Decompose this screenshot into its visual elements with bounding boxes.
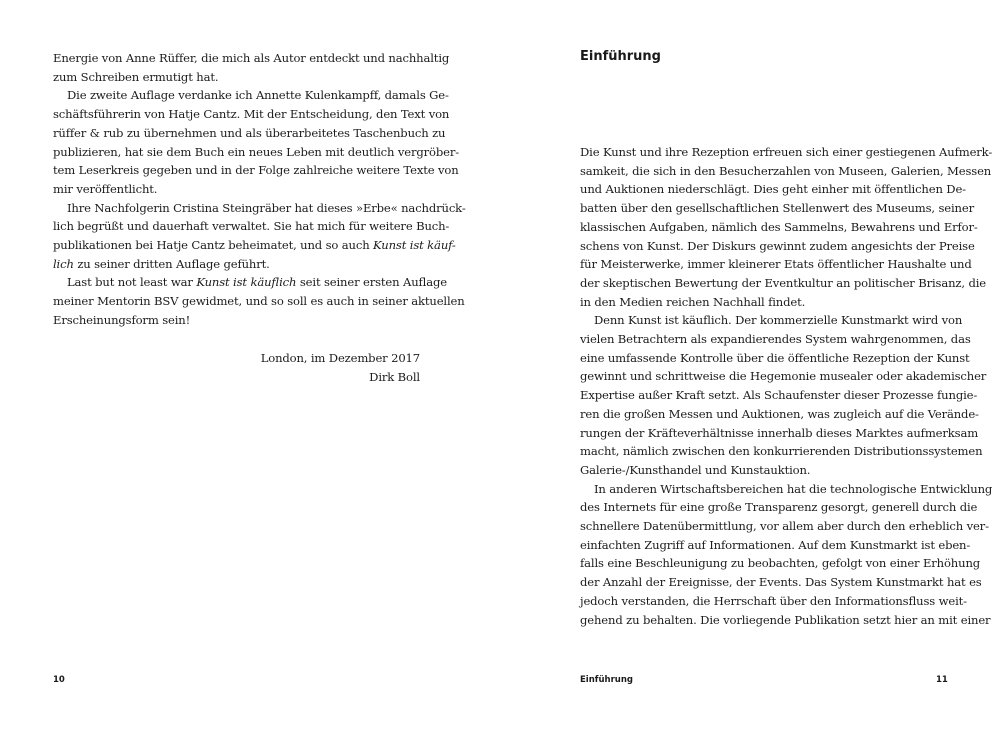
text-segment: samkeit, die sich in den Besucherzahlen von Museen, Galerien, Messen: [580, 163, 992, 178]
text-segment: und Auktionen niederschlägt. Dies geht einher mit öffentlichen De-: [580, 182, 966, 197]
text-line: [580, 255, 972, 274]
text-line: [53, 143, 459, 162]
text-segment: der Anzahl der Ereignisse, der Events. Das System Kunstmarkt hat es: [580, 575, 982, 590]
text-line: [580, 386, 978, 405]
text-segment: batten über den gesellschaftlichen Stellenwert des Museums, seiner: [580, 201, 974, 216]
text-segment: publizieren, hat sie dem Buch ein neues Leben mit deutlich vergröber-: [53, 144, 459, 159]
text-line: [580, 536, 971, 555]
text-line: [53, 86, 449, 105]
text-segment: schens von Kunst. Der Diskurs gewinnt zudem angesichts der Preise: [580, 238, 975, 253]
text-line: [580, 554, 981, 573]
text-segment: publikationen bei Hatje Cantz beheimatet, und so auch: [53, 238, 374, 252]
text-line: [580, 330, 971, 349]
text-segment: der skeptischen Bewertung der Eventkultur an politischer Brisanz, die: [580, 275, 986, 290]
text-segment: schäftsführerin von Hatje Cantz. Mit der Entscheidung, den Text von: [53, 107, 450, 122]
text-line: [53, 217, 450, 236]
text-line: [580, 424, 979, 443]
text-line: [580, 162, 992, 181]
text-line: [580, 517, 989, 536]
text-line: [53, 236, 456, 255]
text-line: [580, 367, 987, 386]
right-page: [500, 0, 1000, 731]
page-number-left: 10: [53, 675, 65, 685]
text-segment: Expertise außer Kraft setzt. Als Schaufenster dieser Prozesse fungie-: [580, 388, 978, 403]
text-segment: falls eine Beschleunigung zu beobachten, gefolgt von einer Erhöhung: [580, 556, 981, 571]
text-line: [53, 273, 447, 292]
text-line: [580, 199, 974, 218]
italic-text: lich: [53, 256, 74, 271]
page-number-right: 11: [936, 675, 948, 685]
text-segment: Last but not least war: [67, 275, 197, 290]
text-segment: zum Schreiben ermutigt hat.: [53, 69, 219, 84]
text-line: [53, 292, 465, 311]
text-line: [580, 611, 991, 630]
text-line: [580, 573, 982, 592]
text-segment: Denn Kunst ist käuflich. Der kommerzielle Kunstmarkt wird von: [594, 313, 963, 328]
text-segment: Die zweite Auflage verdanke ich Annette Kulenkampff, damals Ge-: [67, 88, 449, 103]
text-segment: jedoch verstanden, die Herrschaft über den Informationsfluss weit-: [580, 593, 967, 608]
text-line: [580, 218, 978, 237]
text-line: [53, 199, 466, 218]
text-segment: lich begrüßt und dauerhaft verwaltet. Sie hat mich für weitere Buch-: [53, 219, 450, 234]
text-segment: Energie von Anne Rüffer, die mich als Autor entdeckt und nachhaltig: [53, 51, 450, 65]
text-segment: gewinnt und schrittweise die Hegemonie musealer oder akademischer: [580, 369, 987, 384]
text-segment: seit seiner ersten Auflage: [296, 275, 447, 290]
text-segment: eine umfassende Kontrolle über die öffentliche Rezeption der Kunst: [580, 350, 970, 365]
text-line: [53, 255, 420, 274]
text-line: [580, 498, 978, 517]
text-segment: tem Leserkreis gegeben und in der Folge zahlreiche weitere Texte von: [53, 163, 459, 178]
text-line: [580, 293, 947, 312]
text-line: [53, 105, 450, 124]
text-line: [580, 274, 986, 293]
text-line: [580, 237, 975, 256]
text-segment: macht, nämlich zwischen den konkurrierenden Distributionssystemen: [580, 444, 983, 459]
text-line: [580, 442, 983, 461]
text-segment: In anderen Wirtschaftsbereichen hat die technologische Entwicklung: [594, 481, 993, 496]
running-head: Einführung: [580, 675, 633, 685]
text-line: [580, 461, 947, 480]
chapter-heading: Einführung: [580, 49, 661, 64]
text-line: [53, 180, 420, 199]
closing-place-date: London, im Dezember 2017: [260, 351, 420, 365]
text-segment: ren die großen Messen und Auktionen, was zugleich auf die Verände-: [580, 406, 979, 421]
text-segment: Die Kunst und ihre Rezeption erfreuen sich einer gestiegenen Aufmerk-: [580, 145, 993, 159]
text-line: [580, 405, 979, 424]
text-line: [580, 143, 993, 162]
text-segment: in den Medien reichen Nachhall findet.: [580, 294, 806, 309]
text-line: [53, 124, 446, 143]
italic-text: Kunst ist käuf-: [373, 238, 456, 252]
text-segment: zu seiner dritten Auflage geführt.: [73, 256, 270, 271]
text-segment: gehend zu behalten. Die vorliegende Publikation setzt hier an mit einer: [580, 612, 991, 627]
text-segment: meiner Mentorin BSV gewidmet, und so soll es auch in seiner aktuellen: [53, 294, 465, 309]
text-line: [580, 592, 967, 611]
text-segment: Ihre Nachfolgerin Cristina Steingräber hat dieses »Erbe« nachdrück-: [67, 200, 466, 215]
text-segment: rüffer & rub zu übernehmen und als überarbeitetes Taschenbuch zu: [53, 125, 446, 140]
text-line: [53, 68, 420, 87]
text-line: [580, 311, 963, 330]
text-segment: schnellere Datenübermittlung, vor allem aber durch den erheblich ver-: [580, 519, 989, 533]
text-segment: des Internets für eine große Transparenz gesorgt, generell durch die: [580, 500, 978, 515]
text-line: [53, 311, 420, 330]
text-segment: klassischen Aufgaben, nämlich des Sammelns, Bewahrens und Erfor-: [580, 219, 978, 234]
text-segment: für Meisterwerke, immer kleinerer Etats öffentlicher Haushalte und: [580, 257, 972, 272]
text-line: [53, 49, 450, 68]
text-segment: Erscheinungsform sein!: [53, 312, 191, 327]
text-segment: einfachten Zugriff auf Informationen. Auf dem Kunstmarkt ist eben-: [580, 537, 971, 552]
text-segment: vielen Betrachtern als expandierendes System wahrgenommen, das: [580, 332, 971, 346]
text-segment: rungen der Kräfteverhältnisse innerhalb dieses Marktes aufmerksam: [580, 425, 979, 440]
text-line: [580, 180, 966, 199]
text-line: [580, 480, 993, 499]
text-segment: mir veröffentlicht.: [53, 181, 158, 196]
text-segment: Galerie-/Kunsthandel und Kunstauktion.: [580, 462, 811, 477]
text-line: [580, 349, 970, 368]
closing-author: Dirk Boll: [369, 370, 420, 384]
italic-text: Kunst ist käuflich: [196, 275, 297, 290]
text-line: [53, 161, 459, 180]
